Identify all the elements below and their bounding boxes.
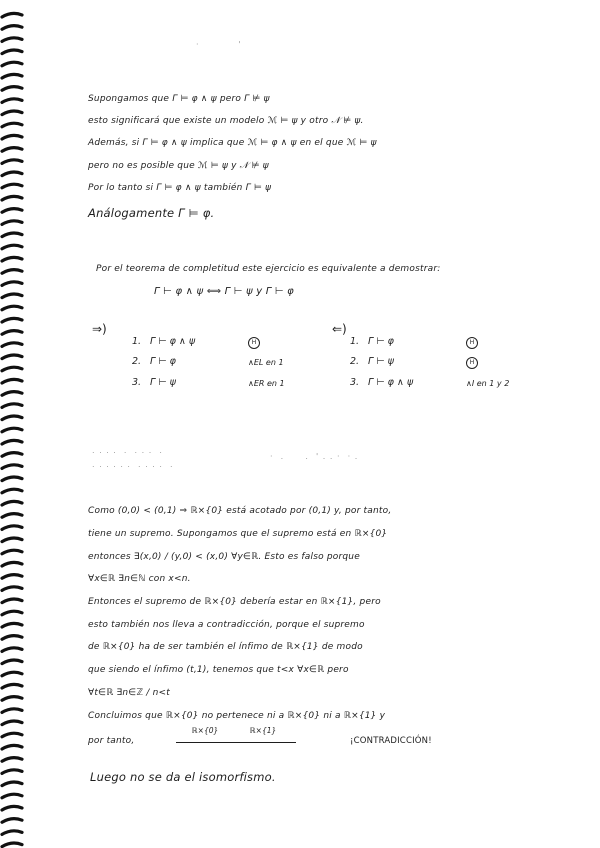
faint-mark-3: · . . ' . . · · . <box>270 452 359 461</box>
para3-line-3: entonces ∃(x,0) / (y,0) < (x,0) ∀y∈ℝ. Esto es falso porque <box>88 552 360 562</box>
para2-equivalence: Γ ⊢ φ ∧ ψ ⟺ Γ ⊢ ψ y Γ ⊢ φ <box>154 286 294 297</box>
binding-coil <box>2 477 22 481</box>
binding-coil <box>2 99 22 103</box>
binding-coil <box>2 538 22 542</box>
backward-row-number: 2. <box>350 356 360 367</box>
binding-coil <box>2 514 22 518</box>
binding-coil <box>2 50 22 54</box>
binding-coil <box>2 440 22 444</box>
binding-coil <box>2 526 22 530</box>
binding-coil <box>2 587 22 591</box>
binding-coil <box>2 660 22 664</box>
binding-coil <box>2 672 22 676</box>
para1-line-2: esto significará que existe un modelo ℳ ⊨ ψ y otro 𝒩 ⊭ ψ. <box>88 116 364 126</box>
para3-line-1: Como (0,0) < (0,1) ⇒ ℝ×{0} está acotado por (0,1) y, por tanto, <box>88 506 392 516</box>
forward-row-number: 2. <box>132 356 142 367</box>
binding-coil <box>2 550 22 554</box>
binding-coil <box>2 404 22 408</box>
notebook-page <box>88 0 588 848</box>
hypothesis-circle: H <box>466 337 478 349</box>
forward-row-rule: ∧EL en 1 <box>248 358 284 367</box>
backward-row-rule: ∧I en 1 y 2 <box>466 379 510 388</box>
binding-coil <box>2 721 22 725</box>
binding-coil <box>2 392 22 396</box>
binding-coil <box>2 331 22 335</box>
forward-row-formula: Γ ⊢ ψ <box>150 377 176 388</box>
binding-coil <box>2 709 22 713</box>
binding-coil <box>2 367 22 371</box>
fraction-numerator-right: ℝ×{1} <box>249 726 277 735</box>
backward-row-formula: Γ ⊢ φ <box>368 336 394 347</box>
binding-coil <box>2 636 22 640</box>
para3-line-11: por tanto, <box>88 736 135 746</box>
binding-coil <box>2 74 22 78</box>
para1-line-3: Además, si Γ ⊨ φ ∧ ψ implica que ℳ ⊨ φ ∧ ψ en el que ℳ ⊨ ψ <box>88 138 377 148</box>
binding-coil <box>2 62 22 66</box>
para1-line-5: Por lo tanto si Γ ⊨ φ ∧ ψ también Γ ⊨ ψ <box>88 183 272 193</box>
backward-row-formula: Γ ⊢ ψ <box>368 356 394 367</box>
binding-coil <box>2 831 22 835</box>
para1-line-1: Supongamos que Γ ⊨ φ ∧ ψ pero Γ ⊭ ψ <box>88 94 270 104</box>
binding-coil <box>2 599 22 603</box>
binding-coils-graphic <box>0 0 26 848</box>
binding-coil <box>2 697 22 701</box>
closing-line: Luego no se da el isomorfismo. <box>90 770 276 784</box>
binding-coil <box>2 623 22 627</box>
para3-line-5: Entonces el supremo de ℝ×{0} debería estar en ℝ×{1}, pero <box>88 597 381 607</box>
binding-coil <box>2 38 22 42</box>
binding-coil <box>2 294 22 298</box>
forward-row-rule: ∧ER en 1 <box>248 379 285 388</box>
binding-coil <box>2 257 22 261</box>
binding-coil <box>2 172 22 176</box>
binding-coil <box>2 416 22 420</box>
contradiction-label: ¡CONTRADICCIÓN! <box>350 736 432 746</box>
binding-coil <box>2 562 22 566</box>
binding-coil <box>2 196 22 200</box>
backward-row-formula: Γ ⊢ φ ∧ ψ <box>368 377 414 388</box>
faint-mark-top: · ' <box>196 40 242 49</box>
binding-coil <box>2 13 22 17</box>
binding-coil <box>2 270 22 274</box>
para1-line-6: Análogamente Γ ⊨ φ. <box>88 206 215 220</box>
forward-row-rule <box>248 336 260 349</box>
binding-coil <box>2 123 22 127</box>
para2-intro: Por el teorema de completitud este ejercicio es equivalente a demostrar: <box>96 264 441 274</box>
forward-direction-label: ⇒) <box>92 322 107 336</box>
fraction-bar <box>176 742 296 743</box>
binding-coil <box>2 453 22 457</box>
binding-coil <box>2 26 22 30</box>
binding-coil <box>2 575 22 579</box>
binding-coil <box>2 733 22 737</box>
binding-coil <box>2 465 22 469</box>
binding-coil <box>2 184 22 188</box>
para3-line-2: tiene un supremo. Supongamos que el supremo está en ℝ×{0} <box>88 529 388 539</box>
binding-coil <box>2 745 22 749</box>
para3-line-7: de ℝ×{0} ha de ser también el ínfimo de ℝ×{1} de modo <box>88 642 363 652</box>
backward-row-rule <box>466 336 478 349</box>
forward-row-number: 3. <box>132 377 142 388</box>
binding-coil <box>2 245 22 249</box>
para3-line-8: que siendo el ínfimo (t,1), tenemos que t<x ∀x∈ℝ pero <box>88 665 349 675</box>
binding-coil <box>2 843 22 847</box>
binding-coil <box>2 160 22 164</box>
hypothesis-circle: H <box>466 357 478 369</box>
binding-coil <box>2 806 22 810</box>
binding-coil <box>2 379 22 383</box>
binding-coil <box>2 501 22 505</box>
backward-row-number: 3. <box>350 377 360 388</box>
binding-coil <box>2 87 22 91</box>
para3-line-6: esto también nos lleva a contradicción, porque el supremo <box>88 620 365 630</box>
binding-coil <box>2 684 22 688</box>
binding-coil <box>2 111 22 115</box>
backward-row-number: 1. <box>350 336 360 347</box>
binding-coil <box>2 221 22 225</box>
binding-coil <box>2 648 22 652</box>
binding-coil <box>2 306 22 310</box>
binding-coil <box>2 355 22 359</box>
binding-coil <box>2 611 22 615</box>
backward-row-rule <box>466 356 478 369</box>
binding-coil <box>2 233 22 237</box>
binding-coil <box>2 209 22 213</box>
binding-coil <box>2 148 22 152</box>
backward-direction-label: ⇐) <box>332 322 347 336</box>
fraction-numerator-left: ℝ×{0} <box>191 726 219 735</box>
forward-row-number: 1. <box>132 336 142 347</box>
binding-coil <box>2 135 22 139</box>
binding-coil <box>2 782 22 786</box>
binding-coil <box>2 343 22 347</box>
binding-coil <box>2 819 22 823</box>
hypothesis-circle: H <box>248 337 260 349</box>
binding-coil <box>2 794 22 798</box>
binding-coil <box>2 428 22 432</box>
faint-mark-1: . . . . . . . . . <box>92 446 163 455</box>
binding-coil <box>2 758 22 762</box>
faint-mark-2: . . . . . . . . . . . <box>92 460 174 469</box>
para3-line-4: ∀x∈ℝ ∃n∈ℕ con x<n. <box>88 574 191 584</box>
para1-line-4: pero no es posible que ℳ ⊨ ψ y 𝒩 ⊭ ψ <box>88 161 269 171</box>
binding-coil <box>2 770 22 774</box>
binding-coil <box>2 318 22 322</box>
spiral-binding <box>0 0 26 848</box>
forward-row-formula: Γ ⊢ φ ∧ ψ <box>150 336 196 347</box>
binding-coil <box>2 489 22 493</box>
para3-line-9: ∀t∈ℝ ∃n∈ℤ / n<t <box>88 688 170 698</box>
para3-line-10: Concluimos que ℝ×{0} no pertenece ni a ℝ×{0} ni a ℝ×{1} y <box>88 711 386 721</box>
binding-coil <box>2 282 22 286</box>
forward-row-formula: Γ ⊢ φ <box>150 356 176 367</box>
